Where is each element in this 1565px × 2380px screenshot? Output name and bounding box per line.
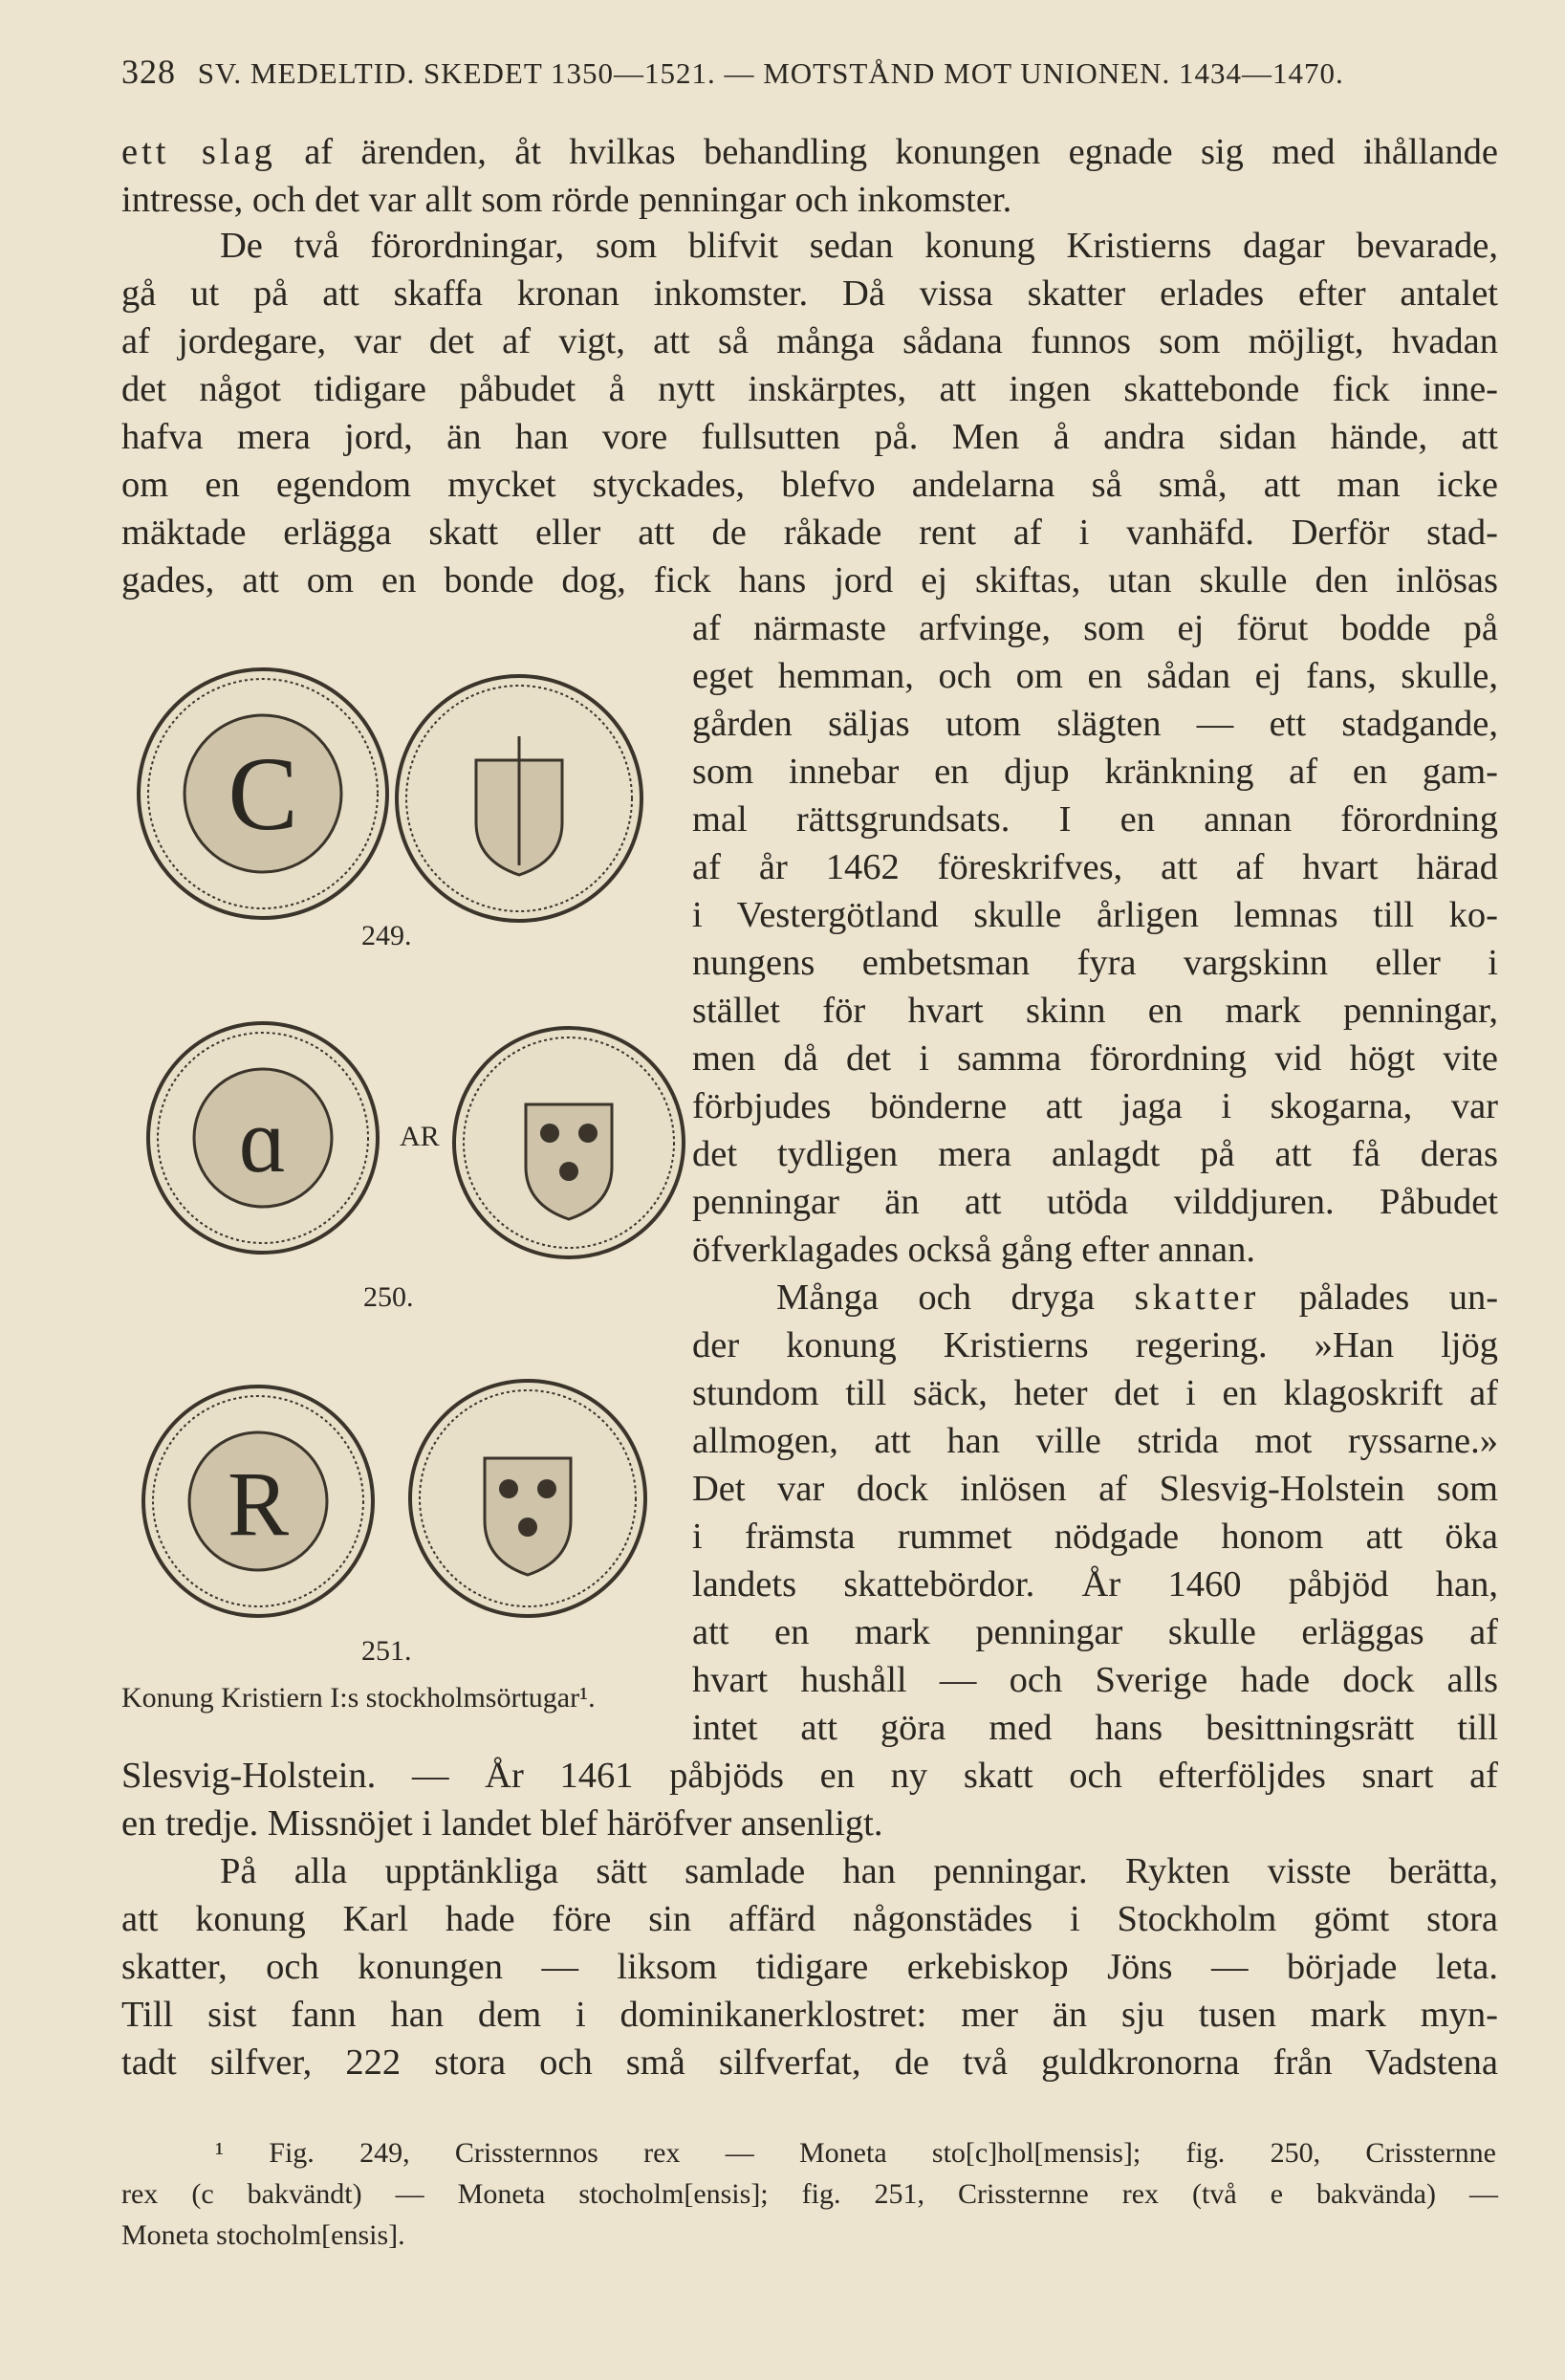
figure-number-249: 249.	[361, 920, 412, 951]
text-line: nungens embetsman fyra vargskinn eller i	[692, 943, 1498, 983]
svg-text:C: C	[228, 735, 298, 852]
coin-251-obverse	[139, 1382, 378, 1621]
footnote-line: rex (c bakvändt) — Moneta stocholm[ensis]; fig. 251, Crissternne rex (två e bakvända) —	[121, 2178, 1498, 2210]
text-line: ett slag af ärenden, åt hvilkas behandling konungen egnade sig med ihållande	[121, 132, 1499, 172]
text-line: intet att göra med hans besittningsrätt till	[692, 1708, 1498, 1748]
text-line: allmogen, att han ville strida mot ryssarne.»	[692, 1421, 1498, 1461]
figure-number-250: 250.	[363, 1281, 414, 1313]
text-line: gården säljas utom slägten — ett stadgande,	[692, 704, 1498, 744]
text-line: i Vestergötland skulle årligen lemnas till ko-	[692, 895, 1498, 935]
coin-249-obverse	[134, 665, 392, 923]
text-line: i främsta rummet nödgade honom att öka	[692, 1517, 1498, 1557]
text-line: der konung Kristierns regering. »Han ljög	[692, 1325, 1498, 1365]
running-title: SV. MEDELTID. SKEDET 1350—1521. — MOTSTÅND MOT UNIONEN. 1434—1470.	[197, 56, 1344, 90]
text-line: om en egendom mycket styckades, blefvo andelarna så små, att man icke	[121, 465, 1498, 505]
text-line: att konung Karl hade före sin affärd någonstädes i Stockholm gömt stora	[121, 1899, 1498, 1939]
text-line: eget hemman, och om en sådan ej fans, skulle,	[692, 656, 1498, 696]
running-header	[121, 52, 1508, 92]
coin-249-reverse	[390, 669, 648, 928]
text-line: stundom till säck, heter det i en klagoskrift af	[692, 1373, 1498, 1413]
text-line: skatter, och konungen — liksom tidigare erkebiskop Jöns — började leta.	[121, 1947, 1498, 1987]
figure-number-251: 251.	[361, 1635, 412, 1667]
text-line: en tredje. Missnöjet i landet blef häröfver ansenligt.	[121, 1803, 883, 1844]
text-line: det något tidigare påbudet å nytt inskärptes, att ingen skattebonde fick inne-	[121, 369, 1498, 409]
text-line: landets skattebördor. År 1460 påbjöd han,	[692, 1564, 1498, 1605]
figure-caption: Konung Kristiern I:s stockholmsörtugar¹.	[121, 1682, 596, 1714]
text-line: Många och dryga skatter pålades un-	[776, 1277, 1499, 1318]
text-line: penningar än att utöda vilddjuren. Påbudet	[692, 1182, 1498, 1222]
text-line: intresse, och det var allt som rörde penningar och inkomster.	[121, 180, 1012, 220]
mark-ar: AR	[400, 1121, 440, 1152]
svg-text:ɑ: ɑ	[238, 1089, 288, 1191]
svg-text:R: R	[227, 1452, 290, 1555]
footnote-line: Moneta stocholm[ensis].	[121, 2219, 405, 2251]
text-line: men då det i samma förordning vid högt vite	[692, 1038, 1498, 1079]
text-line: gades, att om en bonde dog, fick hans jord ej skiftas, utan skulle den inlösas	[121, 560, 1498, 600]
text-line: tadt silfver, 222 stora och små silfverfat, de två guldkronorna från Vadstena	[121, 2042, 1498, 2083]
text-line: mäktade erlägga skatt eller att de råkade rent af i vanhäfd. Derför stad-	[121, 513, 1498, 553]
page-number: 328	[121, 53, 176, 91]
text-line: mal rättsgrundsats. I en annan förordning	[692, 799, 1498, 840]
text-line: De två förordningar, som blifvit sedan konung Kristierns dagar bevarade,	[220, 226, 1498, 266]
text-line: förbjudes bönderne att jaga i skogarna, var	[692, 1086, 1498, 1126]
text-line: af år 1462 föreskrifves, att af hvart härad	[692, 847, 1498, 887]
text-line: gå ut på att skaffa kronan inkomster. Då vissa skatter erlades efter antalet	[121, 273, 1498, 314]
coin-250-obverse	[143, 1018, 382, 1257]
text-line: som innebar en djup kränkning af en gam-	[692, 752, 1498, 792]
footnote-line: ¹ Fig. 249, Crissternnos rex — Moneta sto[c]hol[mensis]; fig. 250, Crissternne	[215, 2137, 1496, 2169]
text-line: Slesvig-Holstein. — År 1461 påbjöds en ny skatt och efterföljdes snart af	[121, 1756, 1498, 1796]
text-line: På alla upptänkliga sätt samlade han penningar. Rykten visste berätta,	[220, 1851, 1498, 1891]
text-line: Till sist fann han dem i dominikanerklostret: mer än sju tusen mark myn-	[121, 1995, 1498, 2035]
coin-250-reverse	[449, 1023, 688, 1262]
text-line: öfverklagades också gång efter annan.	[692, 1230, 1255, 1270]
text-line: Det var dock inlösen af Slesvig-Holstein som	[692, 1469, 1498, 1509]
coin-251-reverse	[406, 1377, 650, 1621]
text-line: hafva mera jord, än han vore fullsutten på. Men å andra sidan hände, att	[121, 417, 1498, 457]
text-line: stället för hvart skinn en mark penningar,	[692, 991, 1498, 1031]
text-line: af jordegare, var det af vigt, att så många sådana funnos som möjligt, hvadan	[121, 321, 1498, 361]
text-line: hvart hushåll — och Sverige hade dock alls	[692, 1660, 1498, 1700]
text-line: att en mark penningar skulle erläggas af	[692, 1612, 1498, 1652]
text-line: det tydligen mera anlagdt på att få deras	[692, 1134, 1498, 1174]
text-line: af närmaste arfvinge, som ej förut bodde på	[692, 608, 1498, 648]
